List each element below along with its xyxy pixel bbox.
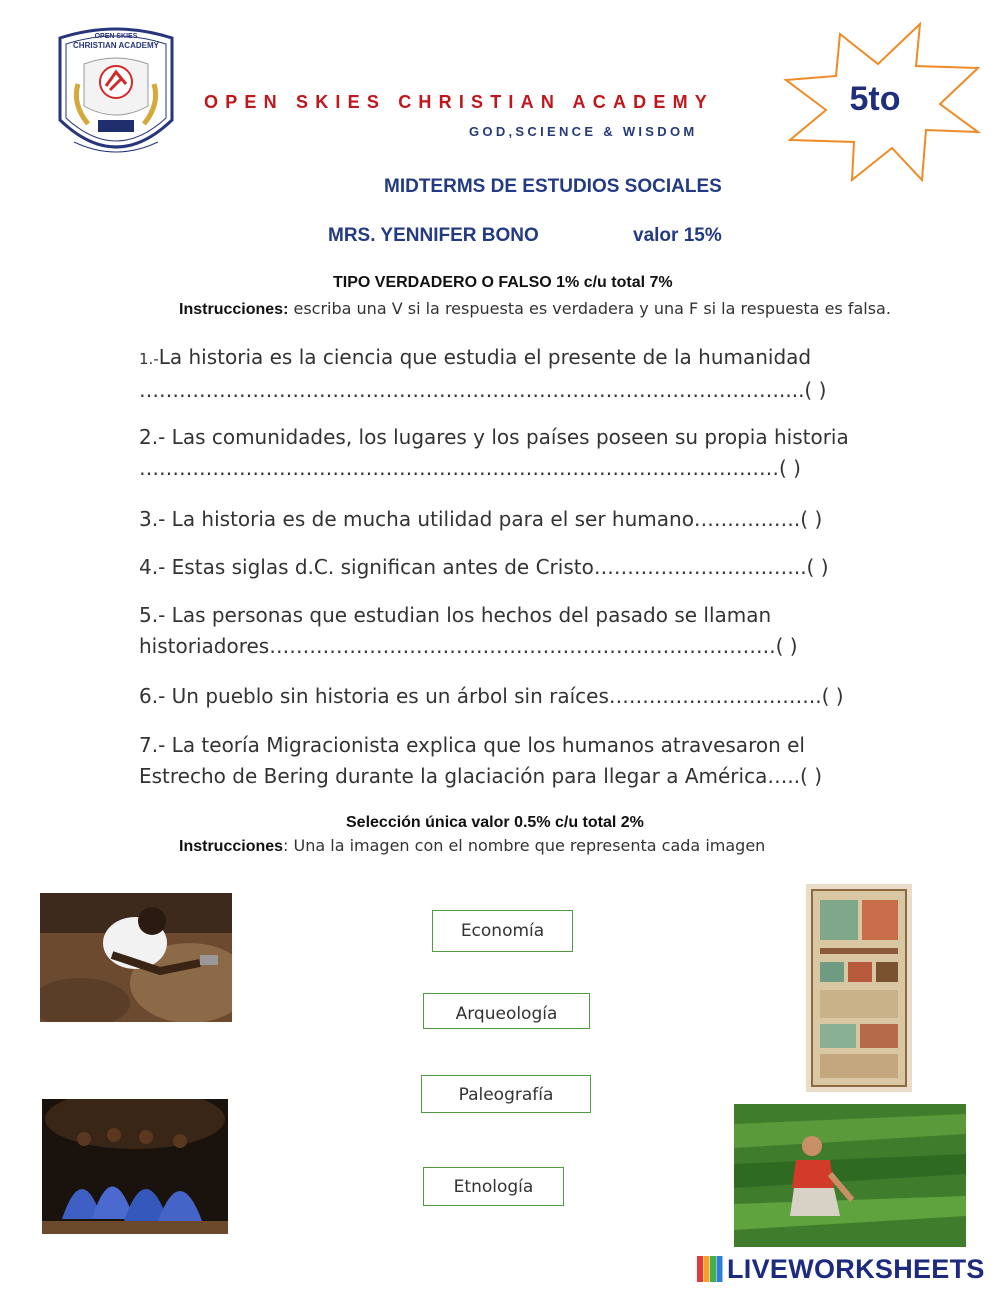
codex-manuscript-image[interactable] (806, 884, 912, 1092)
exam-value: valor 15% (633, 225, 722, 246)
option-etnologia[interactable]: Etnología (423, 1167, 564, 1206)
liveworksheets-brand[interactable] (697, 1254, 985, 1284)
question-number: 1.- (139, 350, 159, 368)
question-number: 6.- (139, 684, 166, 708)
selection-title: Selección única valor 0.5% c/u total 2% (346, 814, 644, 831)
instructions-label: Instrucciones: (179, 301, 289, 318)
option-economia[interactable]: Economía (432, 910, 573, 952)
question-7 (139, 730, 929, 792)
true-false-instructions (140, 297, 930, 322)
instructions-text: : Una la imagen con el nombre que representa cada imagen (283, 836, 766, 855)
answer-blank[interactable]: ……………………………………………………………………………………( ) (139, 456, 801, 480)
question-number: 5.- (139, 603, 166, 627)
question-number: 2.- (139, 425, 166, 449)
question-2 (139, 422, 929, 484)
answer-blank[interactable]: ……………………………………………………………………………………....( ) (139, 378, 827, 402)
question-text-with-blank[interactable]: Un pueblo sin historia es un árbol sin raíces…………………………..( ) (165, 684, 844, 708)
instructions-text: escriba una V si la respuesta es verdadera y una F si la respuesta es falsa. (288, 299, 891, 318)
instructions-label: Instrucciones (179, 838, 284, 855)
farm-field-image[interactable] (734, 1104, 966, 1247)
question-6 (139, 681, 929, 712)
archaeology-dig-image[interactable] (40, 893, 232, 1022)
answer-blank[interactable]: historiadores………………………………………………………………….( ) (139, 634, 798, 658)
logo-text-top: OPEN SKIES (94, 33, 138, 40)
option-arqueologia[interactable]: Arqueología (423, 993, 590, 1029)
liveworksheets-text: LIVEWORKSHEETS (727, 1254, 985, 1284)
option-paleografia[interactable]: Paleografía (421, 1075, 591, 1113)
question-number: 4.- (139, 555, 166, 579)
exam-title: MIDTERMS DE ESTUDIOS SOCIALES (384, 176, 722, 197)
question-5 (139, 600, 929, 662)
true-false-title: TIPO VERDADERO O FALSO 1% c/u total 7% (333, 274, 673, 291)
liveworksheets-icon (697, 1256, 723, 1282)
school-motto: GOD,SCIENCE & WISDOM (469, 124, 698, 139)
question-text: Las comunidades, los lugares y los países poseen su propia historia (165, 425, 849, 449)
question-text-with-blank[interactable]: La historia es de mucha utilidad para el ser humano…………….( ) (165, 507, 823, 531)
question-text: Las personas que estudian los hechos del pasado se llaman (165, 603, 772, 627)
question-text: La historia es la ciencia que estudia el presente de la humanidad (158, 345, 812, 369)
question-text: La teoría Migracionista explica que los humanos atravesaron el (165, 733, 805, 757)
question-1 (139, 342, 929, 406)
grade-label: 5to (849, 80, 901, 118)
teacher-name: MRS. YENNIFER BONO (328, 225, 539, 246)
school-name: OPEN SKIES CHRISTIAN ACADEMY (204, 92, 714, 112)
question-text-with-blank[interactable]: Estas siglas d.C. significan antes de Cristo…………………………..( ) (165, 555, 829, 579)
folk-dance-image[interactable] (42, 1099, 228, 1234)
logo-text-top2: CHRISTIAN ACADEMY (73, 41, 159, 50)
question-3 (139, 504, 929, 535)
question-4 (139, 552, 929, 583)
answer-blank[interactable]: Estrecho de Bering durante la glaciación para llegar a América…..( ) (139, 764, 823, 788)
question-number: 3.- (139, 507, 166, 531)
school-logo (54, 24, 178, 168)
selection-instructions (179, 836, 765, 856)
question-number: 7.- (139, 733, 166, 757)
